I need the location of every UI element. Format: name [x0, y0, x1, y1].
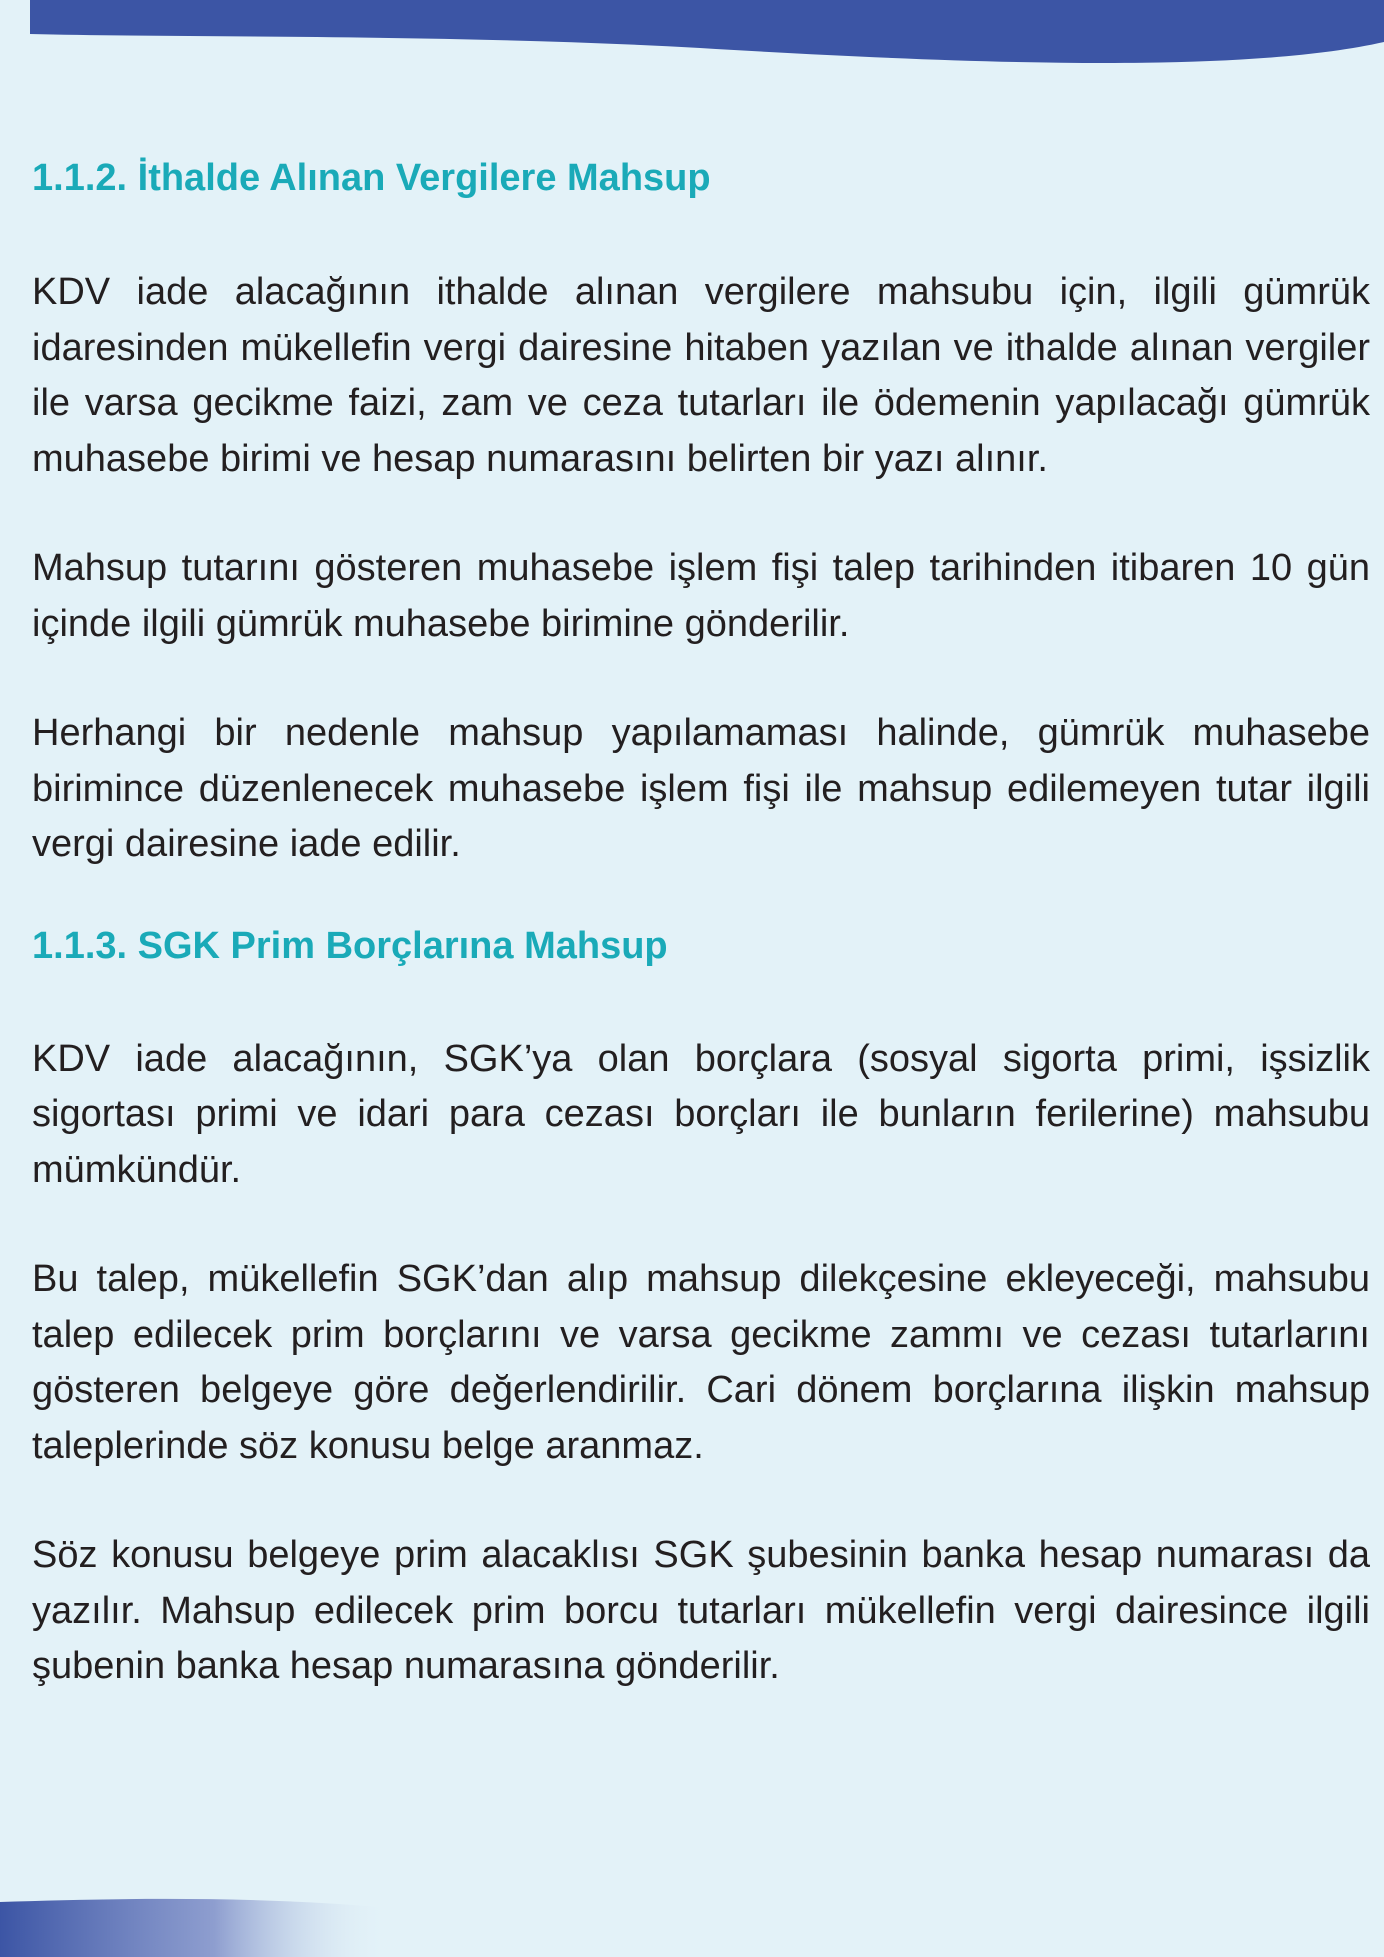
paragraph: KDV iade alacağının, SGK’ya olan borçlara (sosyal sigorta primi, işsizlik sigortası primi ve idari para cezası borçları ile bunların ferilerine) mahsubu mümkündür. [32, 1037, 1370, 1191]
paragraph: Mahsup tutarını gösteren muhasebe işlem fişi talep tarihinden itibaren 10 gün içinde ilgili gümrük muhasebe birimine gönderilir. [32, 547, 1370, 645]
paragraph: Bu talep, mükellefin SGK’dan alıp mahsup dilekçesine ekleyeceği, mahsubu talep edilecek prim borçlarını ve varsa gecikme zammı ve cezası tutarlarını gösteren belgeye göre değerlendirilir. Cari dönem borçlarına ilişkin mahsup taleplerinde söz konusu belge aranmaz. [32, 1258, 1370, 1467]
document-body [32, 150, 1370, 1695]
section-heading-ithalde: 1.1.2. İthalde Alınan Vergilere Mahsup [32, 157, 711, 199]
top-decorative-band [0, 0, 1384, 70]
paragraph: Herhangi bir nedenle mahsup yapılamaması halinde, gümrük muhasebe birimince düzenlenecek muhasebe işlem fişi ile mahsup edilemeyen tutar ilgili vergi dairesine iade edilir. [32, 712, 1370, 865]
paragraph: Söz konusu belgeye prim alacaklısı SGK şubesinin banka hesap numarası da yazılır. Mahsup edilecek prim borcu tutarları mükellefin vergi dairesince ilgili şubenin banka hesap numarasına gönderilir. [32, 1534, 1370, 1687]
bottom-decorative-band [0, 1894, 400, 1957]
section-heading-sgk: 1.1.3. SGK Prim Borçlarına Mahsup [32, 924, 668, 967]
paragraph: KDV iade alacağının ithalde alınan vergilere mahsubu için, ilgili gümrük idaresinden mükellefin vergi dairesine hitaben yazılan ve ithalde alınan vergiler ile varsa gecikme faizi, zam ve ceza tutarları ile ödemenin yapılacağı gümrük muhasebe birimi ve hesap numarasını belirten bir yazı alınır. [32, 271, 1370, 480]
